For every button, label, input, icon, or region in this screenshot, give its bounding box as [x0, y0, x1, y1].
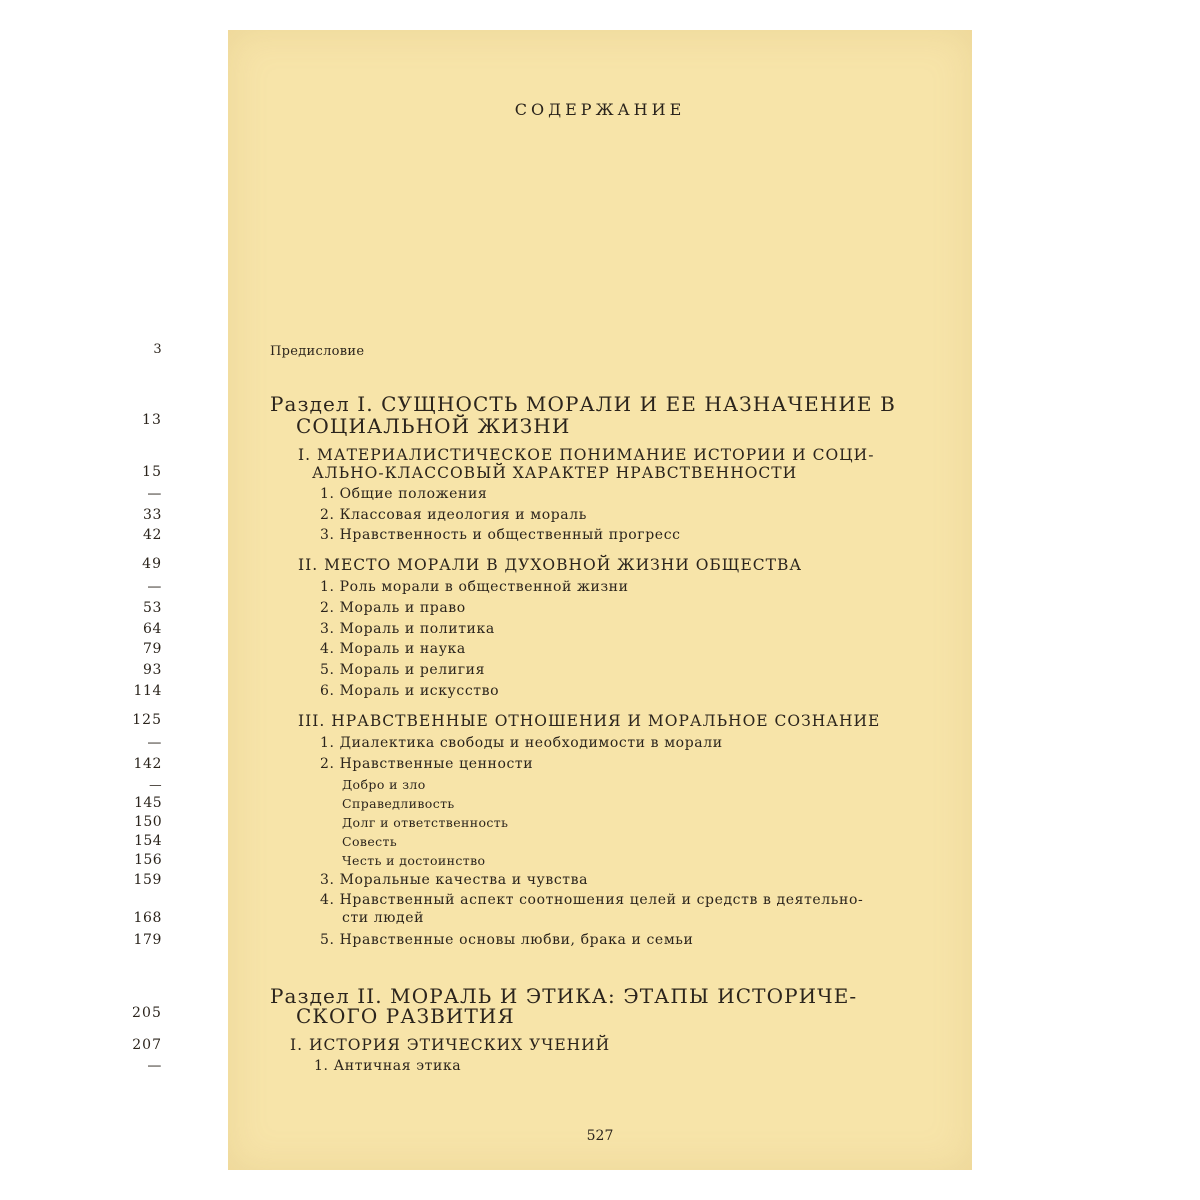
chapter-title-line2: АЛЬНО-КЛАССОВЫЙ ХАРАКТЕР НРАВСТВЕННОСТИ: [312, 464, 798, 482]
subitem-page: 154: [134, 833, 162, 849]
item-title: 3. Нравственность и общественный прогресс: [320, 527, 681, 543]
item-page: 179: [133, 932, 162, 948]
book-page: [131, 30, 972, 1170]
item-title: 1. Общие положения: [320, 486, 488, 502]
section-title-line1: Раздел II. МОРАЛЬ И ЭТИКА: ЭТАПЫ ИСТОРИЧЕ-: [270, 984, 858, 1008]
chapter-title: I. ИСТОРИЯ ЭТИЧЕСКИХ УЧЕНИЙ: [290, 1036, 611, 1054]
chapter-title: II. МЕСТО МОРАЛИ В ДУХОВНОЙ ЖИЗНИ ОБЩЕСТВА: [298, 556, 803, 574]
item-title-line2: сти людей: [342, 910, 425, 926]
chapter-page: 49: [142, 556, 162, 572]
item-title: 2. Мораль и право: [320, 600, 466, 616]
chapter-page: 15: [142, 464, 162, 480]
item-title: 5. Нравственные основы любви, брака и семьи: [320, 932, 694, 948]
entry-title: Предисловие: [270, 344, 365, 359]
section-title-line2: СКОГО РАЗВИТИЯ: [296, 1004, 515, 1028]
section-page: 13: [141, 412, 162, 428]
item-page: 142: [133, 756, 162, 772]
item-title: 1. Диалектика свободы и необходимости в морали: [320, 735, 723, 751]
section-page: 205: [131, 1005, 162, 1021]
item-page: 93: [142, 662, 162, 678]
page-heading: СОДЕРЖАНИЕ: [514, 100, 686, 119]
chapter-title-line1: I. МАТЕРИАЛИСТИЧЕСКОЕ ПОНИМАНИЕ ИСТОРИИ И СОЦИ-: [298, 446, 875, 464]
item-title: 1. Роль морали в общественной жизни: [320, 579, 629, 595]
item-title: 2. Нравственные ценности: [320, 756, 534, 772]
item-title: 6. Мораль и искусство: [320, 683, 500, 699]
item-page: 42: [142, 527, 162, 543]
page-number: 527: [586, 1128, 614, 1144]
item-title: 1. Античная этика: [314, 1058, 462, 1074]
subitem-page: 145: [134, 795, 162, 811]
item-page: —: [147, 486, 162, 502]
subitem-title: Справедливость: [342, 796, 455, 811]
item-page: 159: [133, 872, 162, 888]
item-title: 3. Мораль и политика: [320, 621, 495, 637]
item-page: 53: [142, 600, 162, 616]
item-page: 64: [142, 621, 162, 637]
subitem-page: 156: [134, 852, 162, 868]
subitem-title: Долг и ответственность: [342, 815, 509, 830]
item-title-line1: 4. Нравственный аспект соотношения целей и средств в деятельно-: [320, 892, 864, 908]
section-title-line1: Раздел I. СУЩНОСТЬ МОРАЛИ И ЕЕ НАЗНАЧЕНИЕ В: [270, 392, 896, 416]
subitem-title: Совесть: [342, 834, 398, 849]
item-title: 2. Классовая идеология и мораль: [320, 507, 587, 523]
subitem-page: —: [149, 777, 162, 792]
table-of-contents: [131, 30, 972, 1170]
item-title: 3. Моральные качества и чувства: [320, 872, 589, 888]
item-page: 33: [142, 507, 162, 523]
chapter-page: 125: [132, 712, 162, 728]
item-page: —: [147, 735, 162, 751]
section-title-line2: СОЦИАЛЬНОЙ ЖИЗНИ: [296, 414, 571, 438]
chapter-title: III. НРАВСТВЕННЫЕ ОТНОШЕНИЯ И МОРАЛЬНОЕ СОЗНАНИЕ: [298, 712, 881, 730]
subitem-title: Честь и достоинство: [342, 853, 486, 868]
item-page: 79: [142, 641, 162, 657]
subitem-page: 150: [134, 814, 162, 830]
entry-page: 3: [153, 342, 162, 357]
subitem-title: Добро и зло: [342, 777, 426, 792]
item-title: 4. Мораль и наука: [320, 641, 466, 657]
item-title: 5. Мораль и религия: [320, 662, 485, 678]
item-page: —: [147, 579, 162, 595]
item-page: 168: [133, 910, 162, 926]
chapter-page: 207: [132, 1037, 162, 1053]
item-page: 114: [133, 683, 162, 699]
item-page: —: [147, 1058, 162, 1074]
